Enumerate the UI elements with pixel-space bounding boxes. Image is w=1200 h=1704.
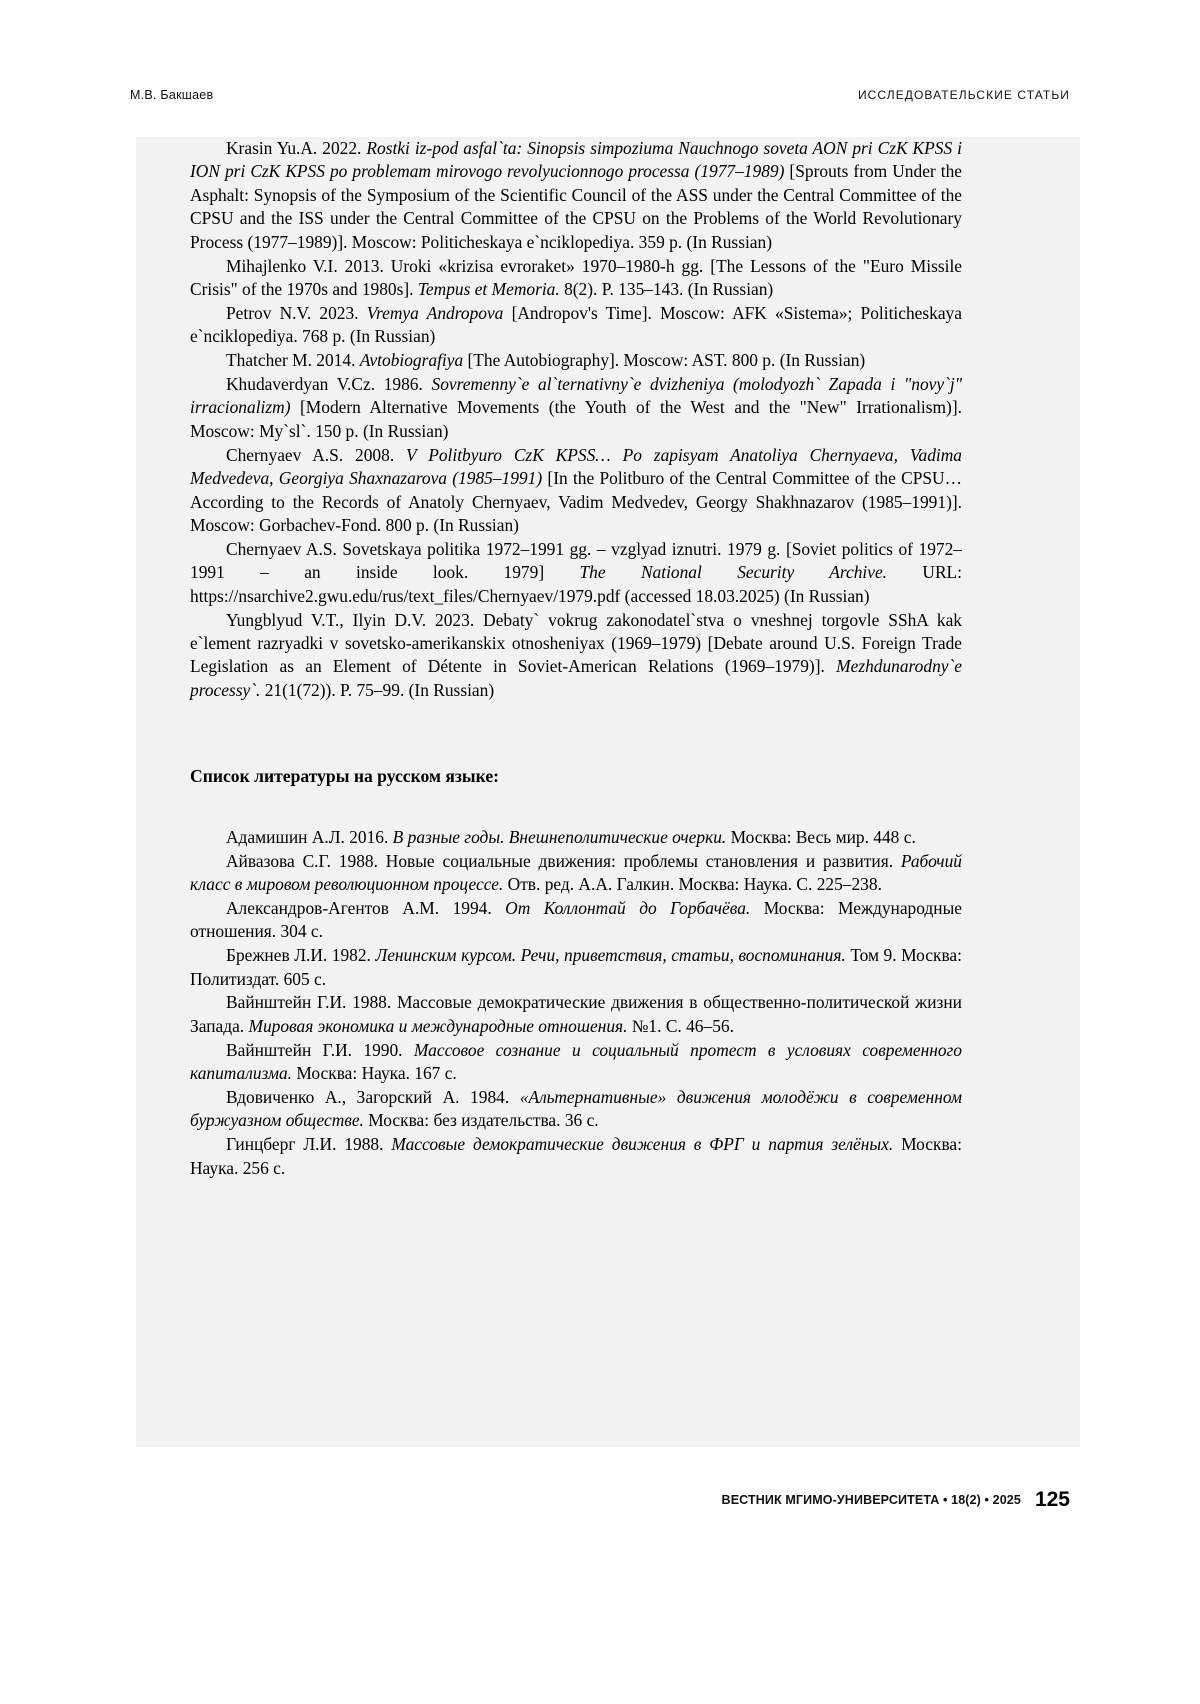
running-head — [130, 88, 1070, 102]
section-spacer — [190, 703, 962, 765]
reference-entry: Krasin Yu.A. 2022. Rostki iz-pod asfal`ta: Sinopsis simpoziuma Nauchnogo soveta AON pri CzK KPSS i ION pri CzK KPSS po problemam mirovogo revolyucionnogo processa (1977–1989) [Sprouts from Under the Asphalt: Synopsis of the Symposium of the Scientific Council of the ASS under the Central Committee of the CPSU and the ISS under the Central Committee of the CPSU on the Problems of the World Revolutionary Process (1977–1989)]. Moscow: Politicheskaya e`nciklopediya. 359 p. (In Russian) — [190, 138, 962, 252]
latin-reference-list — [190, 137, 962, 702]
reference-entry: Александров-Агентов А.М. 1994. От Коллонтай до Горбачёва. Москва: Международные отношения. 304 с. — [190, 897, 962, 942]
reference-entry: Petrov N.V. 2023. Vremya Andropova [Andropov's Time]. Moscow: AFK «Sistema»; Politicheskaya e`nciklopediya. 768 p. (In Russian) — [190, 302, 962, 347]
reference-entry: Айвазова С.Г. 1988. Новые социальные движения: проблемы становления и развития. Рабочий класс в мировом революционном процессе. Отв. ред. А.А. Галкин. Москва: Наука. С. 225–238. — [190, 850, 962, 894]
reference-entry: Khudaverdyan V.Cz. 1986. Sovremenny`e al`ternativny`e dvizheniya (molodyozh` Zapada i "novy`j" irracionalizm) [Modern Alternative Movements (the Youth of the West and the "New" Irrationalism)]. Moscow: My`sl`. 150 p. (In Russian) — [190, 374, 963, 441]
content-panel — [136, 137, 1080, 1447]
reference-entry: Chernyaev A.S. Sovetskaya politika 1972–1991 gg. – vzglyad iznutri. 1979 g. [Soviet politics of 1972–1991 – an inside look. 1979] The National Security Archive. URL: https://nsarchive2.gwu.edu/rus/text_files/Chernyaev/1979.pdf (accessed 18.03.2025) (In Russian) — [190, 538, 962, 606]
reference-entry: Вайнштейн Г.И. 1988. Массовые демократические движения в общественно-политической жизни Запада. Мировая экономика и международные отношения. №1. С. 46–56. — [190, 992, 962, 1036]
running-head-author: М.В. Бакшаев — [130, 88, 214, 102]
reference-entry: Вайнштейн Г.И. 1990. Массовое сознание и социальный протест в условиях современного капитализма. Москва: Наука. 167 с. — [190, 1039, 962, 1084]
reference-column — [190, 137, 962, 1181]
reference-entry: Yungblyud V.T., Ilyin D.V. 2023. Debaty` vokrug zakonodatel`stva o vneshnej torgovle SShA kak e`lement razryadki v sovetsko-amerikanskix otnosheniyax (1969–1979) [Debate around U.S. Foreign Trade Legislation as an Element of Détente in Soviet-American Relations (1969–1979)]. Mezhdunarodny`e processy`. 21(1(72)). P. 75–99. (In Russian) — [190, 609, 962, 700]
reference-entry: Гинцберг Л.И. 1988. Массовые демократические движения в ФРГ и партия зелёных. Москва: Наука. 256 с. — [190, 1134, 962, 1178]
reference-entry: Адамишин А.Л. 2016. В разные годы. Внешнеполитические очерки. Москва: Весь мир. 448 с. — [226, 826, 916, 847]
reference-entry: Вдовиченко А., Загорский А. 1984. «Альтернативные» движения молодёжи в современном буржуазном обществе. Москва: без издательства. 36 с. — [190, 1087, 963, 1131]
footer-journal-title: ВЕСТНИК МГИМО-УНИВЕРСИТЕТА • 18(2) • 2025 — [721, 1493, 1021, 1507]
page-footer — [130, 1487, 1070, 1511]
page-number: 125 — [1034, 1488, 1070, 1511]
russian-reference-list — [190, 826, 962, 1181]
running-head-section: ИССЛЕДОВАТЕЛЬСКИЕ СТАТЬИ — [857, 88, 1070, 102]
reference-entry: Брежнев Л.И. 1982. Ленинским курсом. Речи, приветствия, статьи, воспоминания. Том 9. Москва: Политиздат. 605 с. — [190, 945, 962, 989]
reference-entry: Mihajlenko V.I. 2013. Uroki «krizisa evroraket» 1970–1980-h gg. [The Lessons of the "Euro Missile Crisis" of the 1970s and 1980s]. Tempus et Memoria. 8(2). P. 135–143. (In Russian) — [190, 255, 962, 299]
section-spacer-2 — [190, 788, 962, 826]
reference-entry: Thatcher M. 2014. Avtobiografiya [The Autobiography]. Moscow: AST. 800 p. (In Russian) — [226, 350, 866, 371]
reference-entry: Chernyaev A.S. 2008. V Politbyuro CzK KPSS… Po zapisyam Anatoliya Chernyaeva, Vadima Medvedeva, Georgiya Shaxnazarova (1985–1991) [In the Politburo of the Central Committee of the CPSU… According to the Records of Anatoly Chernyaev, Vadim Medvedev, Georgy Shakhnazarov (1985–1991)]. Moscow: Gorbachev-Fond. 800 p. (In Russian) — [190, 444, 962, 535]
section-title-russian-references: Список литературы на русском языке: — [190, 765, 500, 786]
